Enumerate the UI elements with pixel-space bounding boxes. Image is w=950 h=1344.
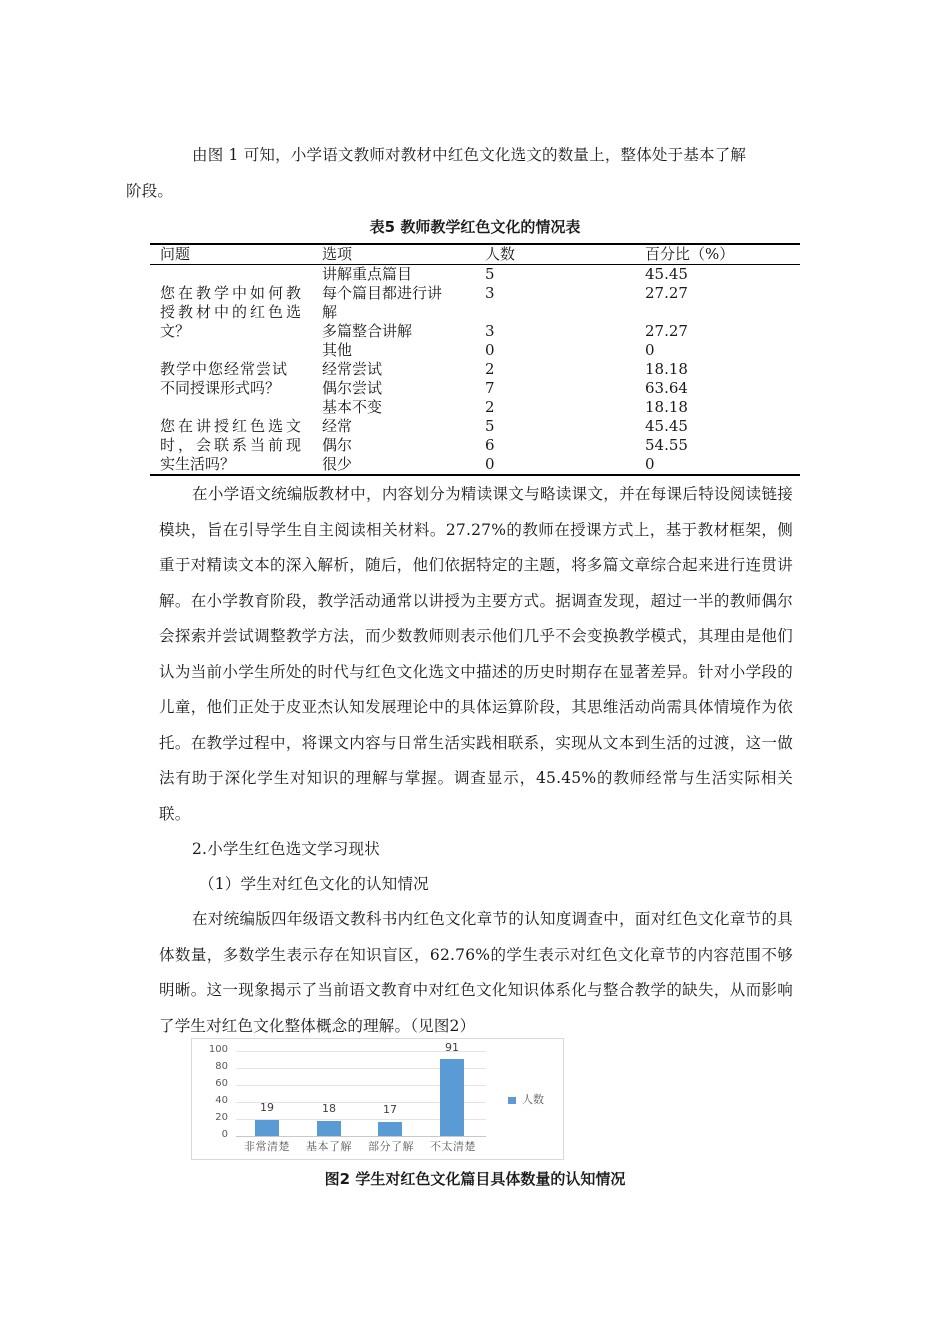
figure-caption: 图2 学生对红色文化篇目具体数量的认知情况 <box>324 1170 626 1188</box>
percent-cell: 63.64 <box>645 379 688 397</box>
chart-legend <box>508 1091 544 1107</box>
table-row <box>150 284 800 303</box>
header-count: 人数 <box>485 245 516 263</box>
x-tick-label: 部分了解 <box>368 1140 414 1153</box>
count-cell: 3 <box>485 284 495 302</box>
table-row <box>150 455 800 475</box>
option-cell: 每个篇目都进行讲 <box>322 284 443 302</box>
percent-cell: 45.45 <box>645 417 688 435</box>
analysis-paragraph: 在小学语文统编版教材中，内容划分为精读课文与略读课文，并在每课后特设阅读链接模块，旨在引导学生自主阅读相关材料。27.27%的教师在授课方式上，基于教材框架，侧重于对精读文本的深入解析，随后，他们依据特定的主题，将多篇文章综合起来进行连贯讲解。在小学教育阶段，教学活动通常以讲授为主要方式。据调查发现，超过一半的教师偶尔会探索并尝试调整教学方法，而少数教师则表示他们几乎不会变换教学模式，其理由是他们认为当前小学生所处的时代与红色文化选文中描述的历史时期存在显著差异。针对小学段的儿童，他们正处于皮亚杰认知发展理论中的具体运算阶段，其思维活动尚需具体情境作为依托。在教学过程中，将课文内容与日常生活实践相联系，实现从文本到生活的过渡，这一做法有助于深化学生对知识的理解与掌握。调查显示，45.45%的教师经常与生活实际相关联。 <box>159 485 793 823</box>
question-line: 授教材中的红色选 <box>160 303 305 321</box>
header-option: 选项 <box>322 245 353 263</box>
x-tick-label: 非常清楚 <box>244 1140 290 1153</box>
option-cell: 经常 <box>322 417 353 435</box>
subsection-heading: （1）学生对红色文化的认知情况 <box>199 875 429 893</box>
option-cell: 偶尔尝试 <box>322 379 383 397</box>
header-percent: 百分比（%） <box>645 245 735 263</box>
x-tick-label: 基本了解 <box>306 1140 352 1153</box>
legend-swatch-icon <box>508 1097 516 1104</box>
table-row <box>150 265 800 285</box>
data-label: 19 <box>260 1101 274 1114</box>
intro-paragraph <box>126 138 793 209</box>
count-cell: 2 <box>485 360 495 378</box>
y-tick: 0 <box>221 1129 228 1140</box>
question-line: 不同授课形式吗？ <box>160 379 281 397</box>
y-tick: 100 <box>208 1044 228 1055</box>
percent-cell: 0 <box>645 341 655 359</box>
table-row <box>150 360 800 379</box>
x-tick-label: 不太清楚 <box>430 1140 476 1153</box>
percent-cell: 27.27 <box>645 322 688 340</box>
option-cell: 解 <box>322 303 338 321</box>
y-tick: 80 <box>215 1061 228 1072</box>
intro-line-2: 阶段。 <box>126 181 174 200</box>
y-tick: 60 <box>215 1078 228 1089</box>
percent-cell <box>635 303 800 322</box>
percent-cell: 54.55 <box>645 436 688 454</box>
question-line: 您在讲授红色选文 <box>160 417 305 435</box>
count-cell: 0 <box>485 455 495 473</box>
section-heading: 2.小学生红色选文学习现状 <box>192 840 380 858</box>
count-cell: 5 <box>485 265 495 283</box>
y-tick: 40 <box>215 1095 228 1106</box>
x-axis-line <box>236 1136 486 1137</box>
option-cell: 其他 <box>322 341 353 359</box>
count-cell: 6 <box>485 436 495 454</box>
table-row <box>150 398 800 417</box>
table-header-row <box>150 244 800 265</box>
percent-cell: 18.18 <box>645 360 688 378</box>
header-question: 问题 <box>160 245 191 263</box>
question-line: 文？ <box>160 322 191 340</box>
table-caption: 表5 教师教学红色文化的情况表 <box>369 218 581 236</box>
percent-cell: 0 <box>645 455 655 473</box>
bar-非常清楚 <box>255 1120 279 1136</box>
cognition-paragraph: 在对统编版四年级语文教科书内红色文化章节的认知度调查中，面对红色文化章节的具体数量，多数学生表示存在知识盲区，62.76%的学生表示对红色文化章节的内容范围不够明晰。这一现象揭示了当前语文教育中对红色文化知识体系化与整合教学的缺失，从而影响了学生对红色文化整体概念的理解。（见图2） <box>159 910 793 1035</box>
bar-不太清楚 <box>440 1059 464 1136</box>
table-row <box>150 303 800 322</box>
question-line <box>150 341 312 360</box>
count-cell <box>475 303 635 322</box>
option-cell: 基本不变 <box>322 398 383 416</box>
percent-cell: 27.27 <box>645 284 688 302</box>
bar-部分了解 <box>378 1122 402 1136</box>
data-label: 91 <box>445 1041 459 1054</box>
percent-cell: 18.18 <box>645 398 688 416</box>
option-cell: 经常尝试 <box>322 360 383 378</box>
question-line: 实生活吗？ <box>160 455 236 473</box>
teacher-teaching-table <box>150 243 800 476</box>
question-line: 您在教学中如何教 <box>160 284 305 302</box>
table-row <box>150 341 800 360</box>
table-row <box>150 417 800 436</box>
bar-chart <box>191 1038 564 1160</box>
option-cell: 多篇整合讲解 <box>322 322 413 340</box>
option-cell: 很少 <box>322 455 353 473</box>
legend-label: 人数 <box>522 1093 544 1106</box>
data-label: 17 <box>383 1103 397 1116</box>
data-label: 18 <box>322 1102 336 1115</box>
count-cell: 5 <box>485 417 495 435</box>
y-tick: 20 <box>215 1112 228 1123</box>
question-line <box>150 265 312 285</box>
intro-line-1: 由图 1 可知，小学语文教师对教材中红色文化选文的数量上，整体处于基本了解 <box>192 146 747 164</box>
count-cell: 7 <box>485 379 495 397</box>
question-line: 教学中您经常尝试 <box>160 360 289 378</box>
option-cell: 偶尔 <box>322 436 353 454</box>
bar-基本了解 <box>317 1121 341 1136</box>
percent-cell: 45.45 <box>645 265 688 283</box>
count-cell: 0 <box>485 341 495 359</box>
question-line <box>150 398 312 417</box>
table-row <box>150 322 800 341</box>
count-cell: 2 <box>485 398 495 416</box>
option-cell: 讲解重点篇目 <box>322 265 413 283</box>
count-cell: 3 <box>485 322 495 340</box>
table-row <box>150 379 800 398</box>
question-line: 时，会联系当前现 <box>160 436 305 454</box>
table-row <box>150 436 800 455</box>
